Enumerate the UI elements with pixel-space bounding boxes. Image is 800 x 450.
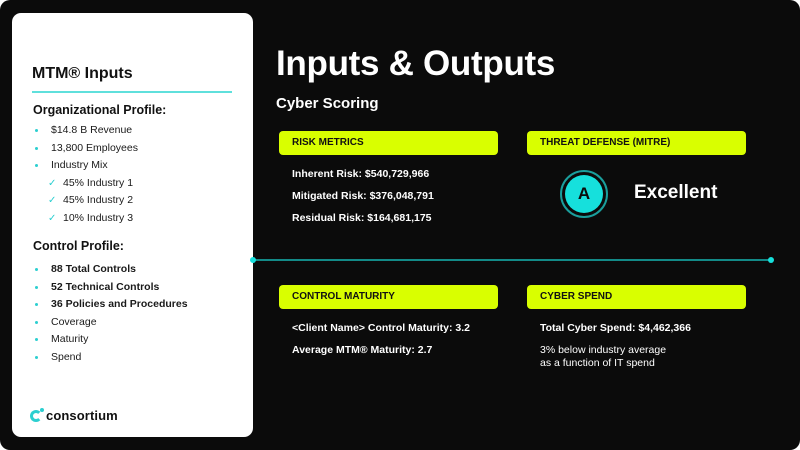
bullet-icon — [35, 356, 38, 359]
panel-title: MTM® Inputs — [32, 65, 133, 82]
mitigated-risk: Mitigated Risk: $376,048,791 — [292, 190, 434, 202]
list-item: 36 Policies and Procedures — [33, 296, 188, 314]
list-item: 13,800 Employees — [33, 140, 138, 158]
checkmark-icon: ✓ — [48, 177, 57, 189]
spend-note-line-1: 3% below industry average — [540, 344, 667, 356]
connector-line — [253, 259, 771, 261]
bullet-icon — [35, 321, 38, 324]
list-item-industry: ✓ 10% Industry 3 — [33, 210, 138, 228]
inherent-risk: Inherent Risk: $540,729,966 — [292, 168, 430, 180]
grade-badge — [560, 170, 608, 218]
control-profile-list — [33, 261, 188, 366]
bullet-icon — [35, 268, 38, 271]
threat-defense-header: THREAT DEFENSE (MITRE) — [527, 131, 746, 155]
bullet-icon — [35, 303, 38, 306]
total-cyber-spend: Total Cyber Spend: $4,462,366 — [540, 322, 691, 334]
list-item-industry: ✓ 45% Industry 2 — [33, 192, 138, 210]
checkmark-icon: ✓ — [48, 212, 57, 224]
list-item: 52 Technical Controls — [33, 279, 188, 297]
list-item: Coverage — [33, 314, 188, 332]
brand-name: consortium — [46, 408, 118, 423]
control-profile-heading: Control Profile: — [33, 239, 124, 253]
spend-note-line-2: as a function of IT spend — [540, 357, 655, 369]
panel-divider — [32, 91, 232, 93]
page-subtitle: Cyber Scoring — [276, 95, 379, 112]
average-mtm-maturity: Average MTM® Maturity: 2.7 — [292, 344, 433, 356]
client-control-maturity: <Client Name> Control Maturity: 3.2 — [292, 322, 470, 334]
control-maturity-header: CONTROL MATURITY — [279, 285, 498, 309]
connector-dot-left — [250, 257, 256, 263]
cyber-spend-header: CYBER SPEND — [527, 285, 746, 309]
grade-rating: Excellent — [634, 182, 718, 203]
bullet-icon — [35, 286, 38, 289]
list-item: 88 Total Controls — [33, 261, 188, 279]
mtm-inputs-panel — [12, 13, 253, 437]
organizational-profile-list — [33, 122, 138, 227]
page-title: Inputs & Outputs — [276, 44, 556, 83]
consortium-logo-icon — [30, 410, 42, 422]
list-item-industry: ✓ 45% Industry 1 — [33, 175, 138, 193]
bullet-icon — [35, 164, 38, 167]
bullet-icon — [35, 129, 38, 132]
organizational-profile-heading: Organizational Profile: — [33, 103, 167, 117]
bullet-icon — [35, 338, 38, 341]
list-item: Maturity — [33, 331, 188, 349]
risk-metrics-header: RISK METRICS — [279, 131, 498, 155]
bullet-icon — [35, 147, 38, 150]
list-item: Industry Mix — [33, 157, 138, 175]
connector-dot-right — [768, 257, 774, 263]
list-item: $14.8 B Revenue — [33, 122, 138, 140]
grade-value: A — [565, 175, 603, 213]
residual-risk: Residual Risk: $164,681,175 — [292, 212, 432, 224]
brand-logo — [30, 408, 118, 423]
list-item: Spend — [33, 349, 188, 367]
checkmark-icon: ✓ — [48, 195, 57, 206]
